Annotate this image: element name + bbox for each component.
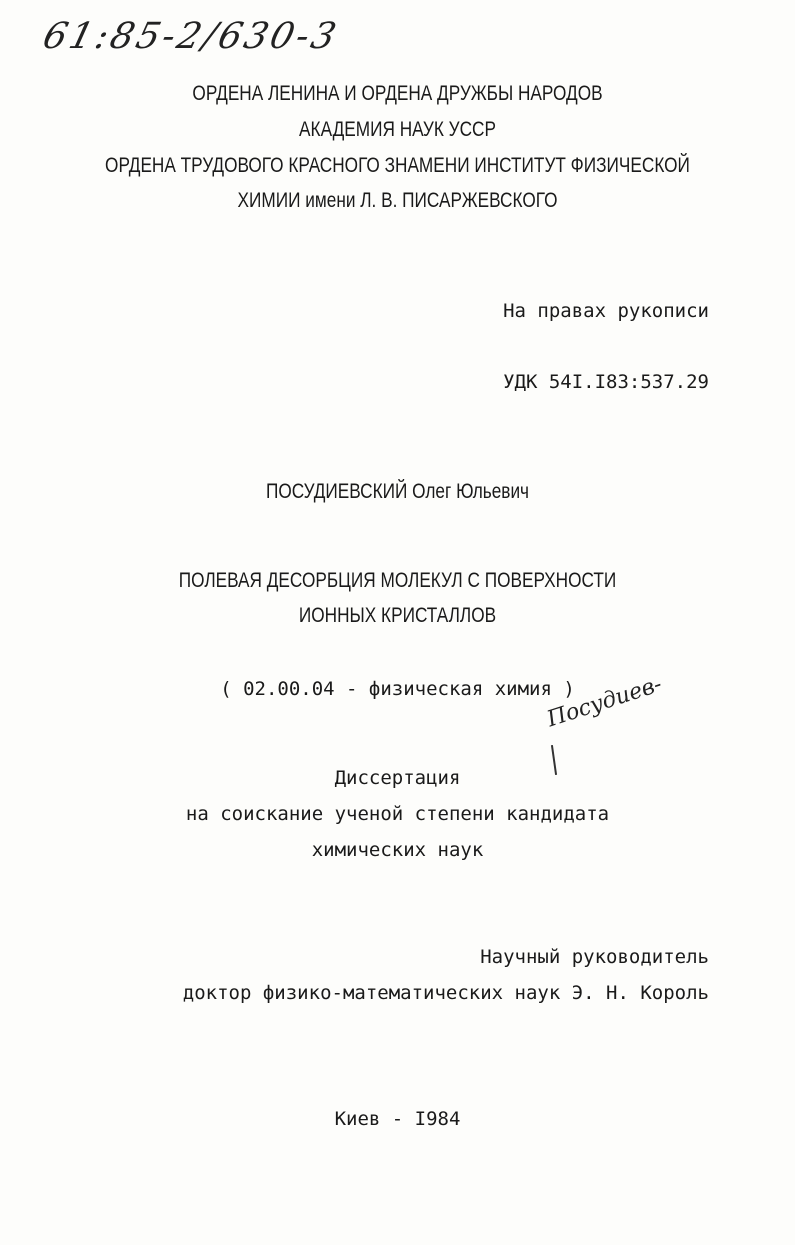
place-and-year: Киев - I984 <box>334 1108 461 1130</box>
degree-line-2: на соискание ученой степени кандидата <box>185 803 610 825</box>
udc-code: УДК 54I.I83:537.29 <box>503 371 709 393</box>
archive-number-handwritten: 61:85-2/630-3 <box>38 16 343 57</box>
header-line-2: АКАДЕМИЯ НАУК УССР <box>299 118 496 141</box>
header-line-4: ХИМИИ имени Л. В. ПИСАРЖЕВСКОГО <box>237 189 558 212</box>
thesis-title-line-1: ПОЛЕВАЯ ДЕСОРБЦИЯ МОЛЕКУЛ С ПОВЕРХНОСТИ <box>178 569 617 592</box>
handwritten-signature: Посудиев- <box>544 671 665 733</box>
degree-line-1: Диссертация <box>334 767 461 789</box>
thesis-title-line-2: ИОННЫХ КРИСТАЛЛОВ <box>298 604 497 627</box>
specialty-code: ( 02.00.04 - физическая химия ) <box>220 678 575 700</box>
rights-notice: На правах рукописи <box>503 300 709 322</box>
header-line-1: ОРДЕНА ЛЕНИНА И ОРДЕНА ДРУЖБЫ НАРОДОВ <box>192 82 603 105</box>
supervisor-label: Научный руководитель <box>480 946 709 968</box>
degree-line-3: химических наук <box>311 839 484 861</box>
header-line-3: ОРДЕНА ТРУДОВОГО КРАСНОГО ЗНАМЕНИ ИНСТИТУТ ФИЗИЧЕСКОЙ <box>105 154 690 177</box>
author-name: ПОСУДИЕВСКИЙ Олег Юльевич <box>265 480 530 503</box>
supervisor-name: доктор физико-математических наук Э. Н. Король <box>182 982 709 1004</box>
